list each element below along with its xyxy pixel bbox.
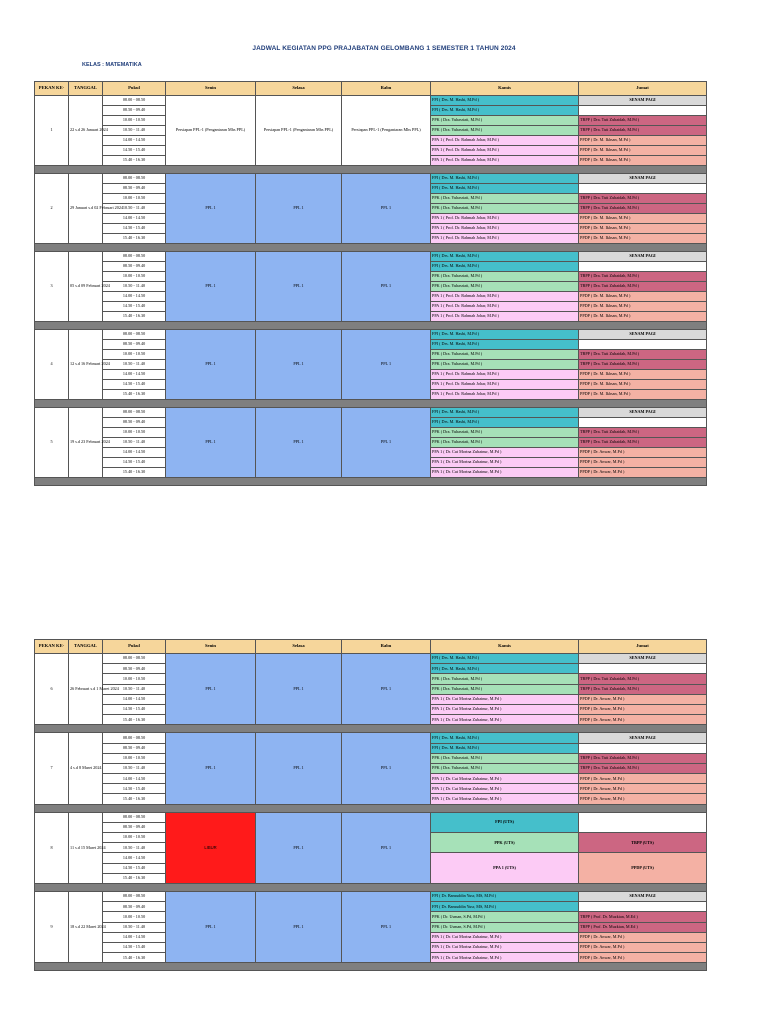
pukul-cell: 15.40 - 16.30 [103, 953, 166, 963]
pukul-cell: 15.40 - 16.30 [103, 794, 166, 804]
jumat-cell: PPDP ( Dr. Anwar, M.Pd ) [579, 794, 707, 804]
kamis-cell: PPK ( Dra. Yuhasriati, M.Pd ) [431, 116, 579, 126]
jumat-cell: PPDP ( Dr. M. Ikhsan, M.Pd ) [579, 292, 707, 302]
kamis-cell: FPI ( Drs. M. Hasbi, M.Pd ) [431, 408, 579, 418]
pukul-cell: 14.00 - 14.50 [103, 853, 166, 863]
jumat-cell [579, 902, 707, 912]
senin-cell: Persiapan PPL-1 (Pengantaran Mhs PPL) [166, 96, 256, 166]
senin-cell: PPL 1 [166, 408, 256, 478]
pukul-cell: 15.40 - 16.30 [103, 468, 166, 478]
pukul-cell: 14.50 - 15.40 [103, 942, 166, 952]
pukul-cell: 08.50 - 09.40 [103, 902, 166, 912]
column-header: Selasa [256, 640, 342, 654]
pukul-cell: 15.40 - 16.30 [103, 715, 166, 725]
senin-cell: PPL 1 [166, 252, 256, 322]
column-header: Jumat [579, 640, 707, 654]
pukul-cell: 14.00 - 14.50 [103, 136, 166, 146]
kamis-cell: FPI ( Drs. M. Hasbi, M.Pd ) [431, 664, 579, 674]
pukul-cell: 15.40 - 16.30 [103, 156, 166, 166]
kamis-cell: FPI ( Drs. M. Hasbi, M.Pd ) [431, 96, 579, 106]
pekan-cell: 1 [35, 96, 69, 166]
kamis-cell: PPA 1 ( Prof. Dr. Rahmah Johar, M.Pd ) [431, 136, 579, 146]
pukul-cell: 10.00 - 10.50 [103, 674, 166, 684]
jumat-cell: PPDP ( Dr. Anwar, M.Pd ) [579, 953, 707, 963]
page-title: JADWAL KEGIATAN PPG PRAJABATAN GELOMBANG 1 SEMESTER 1 TAHUN 2024 [252, 45, 516, 52]
column-header: TANGGAL [69, 82, 103, 96]
jumat-cell: TBPP ( Dra. Tuti Zubaidah, M.Pd ) [579, 350, 707, 360]
tanggal-cell: 11 s.d 15 Maret 2024 [69, 812, 103, 883]
senin-cell: PPL 1 [166, 733, 256, 804]
kamis-cell: PPK ( Dra. Yuhasriati, M.Pd ) [431, 428, 579, 438]
jumat-cell: PPDP ( Dr. M. Ikhsan, M.Pd ) [579, 146, 707, 156]
kamis-cell: PPK ( Dra. Yuhasriati, M.Pd ) [431, 282, 579, 292]
pukul-cell: 14.00 - 14.50 [103, 448, 166, 458]
pukul-cell: 15.40 - 16.30 [103, 390, 166, 400]
jumat-uts-cell: PPDP (UTS) [579, 853, 707, 884]
kamis-cell: PPA 1 ( Dr. Cut Morina Zubainur, M.Pd ) [431, 784, 579, 794]
jumat-uts-cell [579, 812, 707, 832]
pukul-cell: 10.50 - 11.40 [103, 684, 166, 694]
week-separator [35, 478, 707, 486]
column-header: Jumat [579, 82, 707, 96]
column-header: Kamis [431, 82, 579, 96]
pukul-cell: 08.50 - 09.40 [103, 664, 166, 674]
pukul-cell: 10.00 - 10.50 [103, 753, 166, 763]
pukul-cell: 14.50 - 15.40 [103, 704, 166, 714]
pukul-cell: 14.00 - 14.50 [103, 694, 166, 704]
week-separator [35, 322, 707, 330]
pukul-cell: 14.00 - 14.50 [103, 932, 166, 942]
pekan-cell: 3 [35, 252, 69, 322]
kamis-cell: PPA 1 ( Dr. Cut Morina Zubainur, M.Pd ) [431, 448, 579, 458]
kamis-cell: PPK ( Dra. Yuhasriati, M.Pd ) [431, 272, 579, 282]
pukul-cell: 10.00 - 10.50 [103, 116, 166, 126]
jumat-cell: SENAM PAGI [579, 733, 707, 743]
kamis-cell: PPK ( Dra. Yuhasriati, M.Pd ) [431, 684, 579, 694]
header-row [35, 82, 707, 96]
kamis-cell: PPK ( Dr. Usman, S.Pd, M.Pd ) [431, 922, 579, 932]
pukul-cell: 10.50 - 11.40 [103, 126, 166, 136]
rabu-cell: PPL 1 [342, 733, 431, 804]
jumat-cell: PPDP ( Dr. Anwar, M.Pd ) [579, 932, 707, 942]
jumat-cell [579, 262, 707, 272]
tanggal-cell: 05 s.d 09 Februari 2024 [69, 252, 103, 322]
rabu-cell: PPL 1 [342, 812, 431, 883]
column-header: Pukul [103, 640, 166, 654]
table-row [35, 733, 707, 743]
pekan-cell: 9 [35, 891, 69, 962]
kamis-cell: PPK ( Dra. Yuhasriati, M.Pd ) [431, 350, 579, 360]
pukul-cell: 14.50 - 15.40 [103, 784, 166, 794]
pukul-cell: 14.50 - 15.40 [103, 458, 166, 468]
jumat-cell: TBPP ( Dra. Tuti Zubaidah, M.Pd ) [579, 126, 707, 136]
pukul-cell: 08.50 - 09.40 [103, 184, 166, 194]
week-separator [35, 963, 707, 971]
pukul-cell: 10.50 - 11.40 [103, 922, 166, 932]
selasa-cell: PPL 1 [256, 330, 342, 400]
separator-cell [35, 244, 707, 252]
pukul-cell: 08.50 - 09.40 [103, 340, 166, 350]
pukul-cell: 08.00 - 08.50 [103, 654, 166, 664]
jumat-cell: PPDP ( Dr. Anwar, M.Pd ) [579, 704, 707, 714]
week-separator [35, 400, 707, 408]
pukul-cell: 08.00 - 08.50 [103, 330, 166, 340]
jumat-cell: PPDP ( Dr. M. Ikhsan, M.Pd ) [579, 136, 707, 146]
kamis-uts-cell: PPK (UTS) [431, 833, 579, 853]
senin-cell: LIBUR [166, 812, 256, 883]
kamis-cell: FPI ( Drs. M. Hasbi, M.Pd ) [431, 340, 579, 350]
separator-cell [35, 725, 707, 733]
tanggal-cell: 26 Februari s.d 1 Maret 2024 [69, 654, 103, 725]
jumat-cell [579, 664, 707, 674]
separator-cell [35, 478, 707, 486]
jumat-cell: TBPP ( Dra. Tuti Zubaidah, M.Pd ) [579, 360, 707, 370]
pekan-cell: 8 [35, 812, 69, 883]
jumat-cell [579, 106, 707, 116]
header-row [35, 640, 707, 654]
kamis-cell: FPI ( Drs. M. Hasbi, M.Pd ) [431, 174, 579, 184]
kamis-cell: PPA 1 ( Dr. Cut Morina Zubainur, M.Pd ) [431, 468, 579, 478]
pukul-cell: 10.50 - 11.40 [103, 843, 166, 853]
kamis-cell: FPI ( Dr. Bansuddin Yusr, MS, M.Pd ) [431, 891, 579, 901]
kamis-cell: FPI ( Drs. M. Hasbi, M.Pd ) [431, 733, 579, 743]
week-separator [35, 804, 707, 812]
kamis-cell: FPI ( Drs. M. Hasbi, M.Pd ) [431, 418, 579, 428]
week-separator [35, 244, 707, 252]
kamis-cell: PPA 1 ( Dr. Cut Morina Zubainur, M.Pd ) [431, 953, 579, 963]
pukul-cell: 15.40 - 16.30 [103, 873, 166, 883]
kamis-cell: FPI ( Drs. M. Hasbi, M.Pd ) [431, 654, 579, 664]
kamis-cell: FPI ( Drs. M. Hasbi, M.Pd ) [431, 743, 579, 753]
rabu-cell: PPL 1 [342, 330, 431, 400]
kamis-cell: PPK ( Dra. Yuhasriati, M.Pd ) [431, 438, 579, 448]
pukul-cell: 14.00 - 14.50 [103, 774, 166, 784]
table-row [35, 654, 707, 664]
table-row [35, 891, 707, 901]
column-header: Senin [166, 640, 256, 654]
column-header: Rabu [342, 82, 431, 96]
kamis-cell: PPA 1 ( Prof. Dr. Rahmah Johar, M.Pd ) [431, 224, 579, 234]
kamis-cell: PPA 1 ( Dr. Cut Morina Zubainur, M.Pd ) [431, 704, 579, 714]
table-row [35, 252, 707, 262]
jumat-cell: TBPP ( Dra. Tuti Zubaidah, M.Pd ) [579, 684, 707, 694]
pukul-cell: 08.00 - 08.50 [103, 812, 166, 822]
senin-cell: PPL 1 [166, 654, 256, 725]
jumat-cell: TBPP ( Dra. Tuti Zubaidah, M.Pd ) [579, 194, 707, 204]
kamis-cell: PPA 1 ( Prof. Dr. Rahmah Johar, M.Pd ) [431, 146, 579, 156]
jumat-cell: TBPP ( Dra. Tuti Zubaidah, M.Pd ) [579, 204, 707, 214]
pukul-cell: 08.50 - 09.40 [103, 106, 166, 116]
jumat-cell [579, 184, 707, 194]
pukul-cell: 08.50 - 09.40 [103, 418, 166, 428]
jumat-cell: PPDP ( Dr. M. Ikhsan, M.Pd ) [579, 234, 707, 244]
kamis-cell: FPI ( Drs. M. Hasbi, M.Pd ) [431, 252, 579, 262]
jumat-cell: TBPP ( Prof. Dr. Muzkian, M.Ed ) [579, 922, 707, 932]
pukul-cell: 10.00 - 10.50 [103, 912, 166, 922]
kamis-cell: PPA 1 ( Prof. Dr. Rahmah Johar, M.Pd ) [431, 156, 579, 166]
pekan-cell: 5 [35, 408, 69, 478]
pukul-cell: 10.00 - 10.50 [103, 272, 166, 282]
kamis-cell: PPA 1 ( Prof. Dr. Rahmah Johar, M.Pd ) [431, 390, 579, 400]
pekan-cell: 4 [35, 330, 69, 400]
pukul-cell: 10.00 - 10.50 [103, 833, 166, 843]
rabu-cell: Persiapan PPL-1 (Pengantaran Mhs PPL) [342, 96, 431, 166]
kamis-cell: FPI ( Dr. Bansuddin Yusr, MS, M.Pd ) [431, 902, 579, 912]
selasa-cell: PPL 1 [256, 812, 342, 883]
pukul-cell: 08.50 - 09.40 [103, 822, 166, 832]
kamis-cell: PPA 1 ( Dr. Cut Morina Zubainur, M.Pd ) [431, 774, 579, 784]
jumat-cell: PPDP ( Dr. Anwar, M.Pd ) [579, 694, 707, 704]
kamis-cell: FPI ( Drs. M. Hasbi, M.Pd ) [431, 330, 579, 340]
schedule-table-2 [34, 639, 707, 971]
kamis-uts-cell: PPA 1 (UTS) [431, 853, 579, 884]
column-header: Senin [166, 82, 256, 96]
kamis-cell: PPA 1 ( Dr. Cut Morina Zubainur, M.Pd ) [431, 458, 579, 468]
tanggal-cell: 12 s.d 16 Februari 2024 [69, 330, 103, 400]
pukul-cell: 10.50 - 11.40 [103, 438, 166, 448]
separator-cell [35, 400, 707, 408]
column-header: Rabu [342, 640, 431, 654]
jumat-cell: TBPP ( Dra. Tuti Zubaidah, M.Pd ) [579, 282, 707, 292]
rabu-cell: PPL 1 [342, 174, 431, 244]
jumat-cell: PPDP ( Dr. Anwar, M.Pd ) [579, 458, 707, 468]
pukul-cell: 10.50 - 11.40 [103, 204, 166, 214]
week-separator [35, 166, 707, 174]
separator-cell [35, 322, 707, 330]
jumat-cell: SENAM PAGI [579, 891, 707, 901]
separator-cell [35, 804, 707, 812]
kamis-cell: FPI ( Drs. M. Hasbi, M.Pd ) [431, 184, 579, 194]
jumat-cell [579, 340, 707, 350]
jumat-cell: PPDP ( Dr. M. Ikhsan, M.Pd ) [579, 370, 707, 380]
tanggal-cell: 19 s.d 23 Februari 2024 [69, 408, 103, 478]
jumat-cell: SENAM PAGI [579, 330, 707, 340]
jumat-cell: SENAM PAGI [579, 408, 707, 418]
pekan-cell: 6 [35, 654, 69, 725]
senin-cell: PPL 1 [166, 330, 256, 400]
pukul-cell: 14.50 - 15.40 [103, 224, 166, 234]
column-header: PEKAN KE- [35, 640, 69, 654]
jumat-cell: TBPP ( Dra. Tuti Zubaidah, M.Pd ) [579, 116, 707, 126]
jumat-cell: TBPP ( Dra. Tuti Zubaidah, M.Pd ) [579, 428, 707, 438]
senin-cell: PPL 1 [166, 174, 256, 244]
separator-cell [35, 166, 707, 174]
kamis-cell: PPA 1 ( Prof. Dr. Rahmah Johar, M.Pd ) [431, 214, 579, 224]
kamis-cell: PPK ( Dr. Usman, S.Pd, M.Pd ) [431, 912, 579, 922]
pukul-cell: 15.40 - 16.30 [103, 234, 166, 244]
column-header: Kamis [431, 640, 579, 654]
pukul-cell: 14.50 - 15.40 [103, 302, 166, 312]
kamis-cell: FPI ( Drs. M. Hasbi, M.Pd ) [431, 106, 579, 116]
jumat-cell: TBPP ( Dra. Tuti Zubaidah, M.Pd ) [579, 272, 707, 282]
pukul-cell: 08.00 - 08.50 [103, 891, 166, 901]
jumat-cell: PPDP ( Dr. M. Ikhsan, M.Pd ) [579, 390, 707, 400]
selasa-cell: PPL 1 [256, 891, 342, 962]
selasa-cell: Persiapan PPL-1 (Pengantaran Mhs PPL) [256, 96, 342, 166]
table-row [35, 96, 707, 106]
kamis-cell: PPA 1 ( Dr. Cut Morina Zubainur, M.Pd ) [431, 794, 579, 804]
separator-cell [35, 963, 707, 971]
pukul-cell: 10.00 - 10.50 [103, 350, 166, 360]
column-header: Selasa [256, 82, 342, 96]
jumat-cell: TBPP ( Dra. Tuti Zubaidah, M.Pd ) [579, 763, 707, 773]
rabu-cell: PPL 1 [342, 654, 431, 725]
pukul-cell: 10.50 - 11.40 [103, 282, 166, 292]
jumat-uts-cell: TBPP (UTS) [579, 833, 707, 853]
jumat-cell: SENAM PAGI [579, 96, 707, 106]
kamis-cell: PPK ( Dra. Yuhasriati, M.Pd ) [431, 204, 579, 214]
jumat-cell: PPDP ( Dr. Anwar, M.Pd ) [579, 774, 707, 784]
jumat-cell: PPDP ( Dr. M. Ikhsan, M.Pd ) [579, 380, 707, 390]
jumat-cell: PPDP ( Dr. M. Ikhsan, M.Pd ) [579, 214, 707, 224]
senin-cell: PPL 1 [166, 891, 256, 962]
kamis-cell: PPA 1 ( Prof. Dr. Rahmah Johar, M.Pd ) [431, 302, 579, 312]
jumat-cell: PPDP ( Dr. M. Ikhsan, M.Pd ) [579, 302, 707, 312]
pukul-cell: 08.50 - 09.40 [103, 743, 166, 753]
kamis-cell: PPA 1 ( Prof. Dr. Rahmah Johar, M.Pd ) [431, 292, 579, 302]
kamis-cell: FPI ( Drs. M. Hasbi, M.Pd ) [431, 262, 579, 272]
tanggal-cell: 22 s.d 26 Januari 2024 [69, 96, 103, 166]
column-header: TANGGAL [69, 640, 103, 654]
jumat-cell: TBPP ( Dra. Tuti Zubaidah, M.Pd ) [579, 674, 707, 684]
kamis-cell: PPA 1 ( Dr. Cut Morina Zubainur, M.Pd ) [431, 715, 579, 725]
week-separator [35, 883, 707, 891]
rabu-cell: PPL 1 [342, 891, 431, 962]
pukul-cell: 14.00 - 14.50 [103, 370, 166, 380]
kamis-cell: PPA 1 ( Prof. Dr. Rahmah Johar, M.Pd ) [431, 234, 579, 244]
pukul-cell: 14.50 - 15.40 [103, 380, 166, 390]
table-row [35, 408, 707, 418]
pukul-cell: 08.00 - 08.50 [103, 733, 166, 743]
jumat-cell: PPDP ( Dr. M. Ikhsan, M.Pd ) [579, 224, 707, 234]
jumat-cell: SENAM PAGI [579, 252, 707, 262]
jumat-cell: PPDP ( Dr. Anwar, M.Pd ) [579, 784, 707, 794]
kamis-cell: PPK ( Dra. Yuhasriati, M.Pd ) [431, 674, 579, 684]
jumat-cell: PPDP ( Dr. Anwar, M.Pd ) [579, 448, 707, 458]
pekan-cell: 2 [35, 174, 69, 244]
jumat-cell: TBPP ( Prof. Dr. Muzkian, M.Ed ) [579, 912, 707, 922]
jumat-cell: TBPP ( Dra. Tuti Zubaidah, M.Pd ) [579, 438, 707, 448]
selasa-cell: PPL 1 [256, 408, 342, 478]
kamis-cell: PPK ( Dra. Yuhasriati, M.Pd ) [431, 126, 579, 136]
pukul-cell: 08.00 - 08.50 [103, 252, 166, 262]
pukul-cell: 08.00 - 08.50 [103, 408, 166, 418]
pekan-cell: 7 [35, 733, 69, 804]
kelas-label: KELAS : MATEMATIKA [82, 62, 142, 68]
pukul-cell: 14.00 - 14.50 [103, 214, 166, 224]
table-row [35, 174, 707, 184]
kamis-uts-cell: FPI (UTS) [431, 812, 579, 832]
pukul-cell: 14.50 - 15.40 [103, 146, 166, 156]
separator-cell [35, 883, 707, 891]
rabu-cell: PPL 1 [342, 408, 431, 478]
jumat-cell: SENAM PAGI [579, 174, 707, 184]
jumat-cell: SENAM PAGI [579, 654, 707, 664]
jumat-cell: PPDP ( Dr. M. Ikhsan, M.Pd ) [579, 156, 707, 166]
selasa-cell: PPL 1 [256, 654, 342, 725]
tanggal-cell: 4 s.d 8 Maret 2024 [69, 733, 103, 804]
pukul-cell: 10.50 - 11.40 [103, 360, 166, 370]
selasa-cell: PPL 1 [256, 252, 342, 322]
jumat-cell [579, 418, 707, 428]
jumat-cell: TBPP ( Dra. Tuti Zubaidah, M.Pd ) [579, 753, 707, 763]
pukul-cell: 14.50 - 15.40 [103, 863, 166, 873]
tanggal-cell: 29 Januari s.d 02 Februari 2024 [69, 174, 103, 244]
jumat-cell [579, 743, 707, 753]
kamis-cell: PPK ( Dra. Yuhasriati, M.Pd ) [431, 753, 579, 763]
tanggal-cell: 18 s.d 22 Maret 2024 [69, 891, 103, 962]
kamis-cell: PPK ( Dra. Yuhasriati, M.Pd ) [431, 194, 579, 204]
pukul-cell: 15.40 - 16.30 [103, 312, 166, 322]
jumat-cell: PPDP ( Dr. Anwar, M.Pd ) [579, 715, 707, 725]
pukul-cell: 10.50 - 11.40 [103, 763, 166, 773]
kamis-cell: PPK ( Dra. Yuhasriati, M.Pd ) [431, 763, 579, 773]
pukul-cell: 10.00 - 10.50 [103, 428, 166, 438]
jumat-cell: PPDP ( Dr. Anwar, M.Pd ) [579, 942, 707, 952]
table-row [35, 812, 707, 822]
selasa-cell: PPL 1 [256, 174, 342, 244]
schedule-table-1 [34, 81, 707, 486]
week-separator [35, 725, 707, 733]
pukul-cell: 08.00 - 08.50 [103, 174, 166, 184]
column-header: PEKAN KE- [35, 82, 69, 96]
kamis-cell: PPA 1 ( Dr. Cut Morina Zubainur, M.Pd ) [431, 942, 579, 952]
kamis-cell: PPA 1 ( Dr. Cut Morina Zubainur, M.Pd ) [431, 932, 579, 942]
kamis-cell: PPA 1 ( Prof. Dr. Rahmah Johar, M.Pd ) [431, 370, 579, 380]
jumat-cell: PPDP ( Dr. Anwar, M.Pd ) [579, 468, 707, 478]
pukul-cell: 08.50 - 09.40 [103, 262, 166, 272]
kamis-cell: PPK ( Dra. Yuhasriati, M.Pd ) [431, 360, 579, 370]
selasa-cell: PPL 1 [256, 733, 342, 804]
pukul-cell: 08.00 - 08.50 [103, 96, 166, 106]
column-header: Pukul [103, 82, 166, 96]
rabu-cell: PPL 1 [342, 252, 431, 322]
jumat-cell: PPDP ( Dr. M. Ikhsan, M.Pd ) [579, 312, 707, 322]
pukul-cell: 14.00 - 14.50 [103, 292, 166, 302]
kamis-cell: PPA 1 ( Dr. Cut Morina Zubainur, M.Pd ) [431, 694, 579, 704]
kamis-cell: PPA 1 ( Prof. Dr. Rahmah Johar, M.Pd ) [431, 312, 579, 322]
kamis-cell: PPA 1 ( Prof. Dr. Rahmah Johar, M.Pd ) [431, 380, 579, 390]
table-row [35, 330, 707, 340]
pukul-cell: 10.00 - 10.50 [103, 194, 166, 204]
